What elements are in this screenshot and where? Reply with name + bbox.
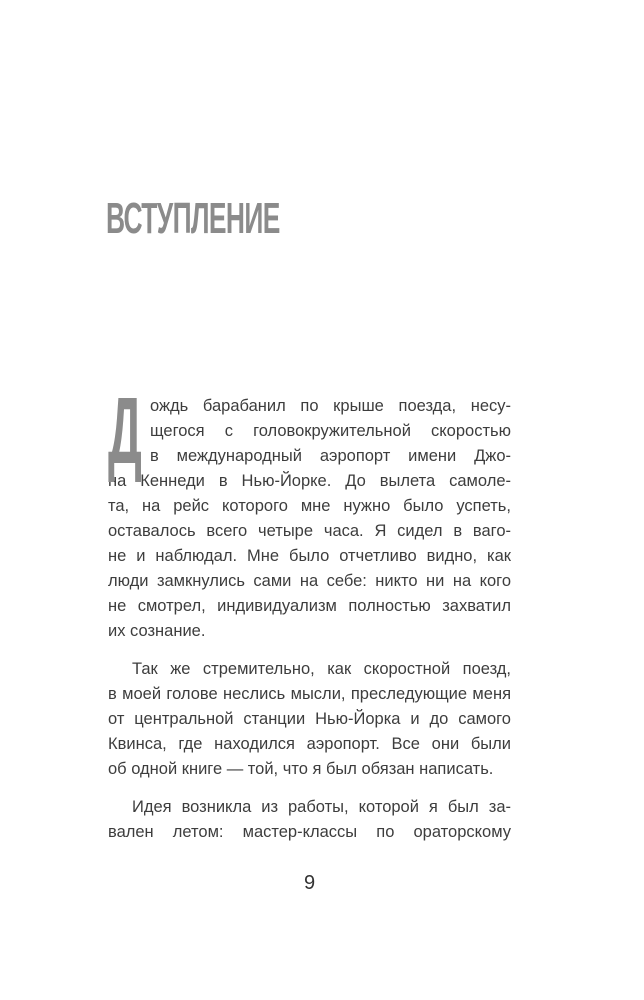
text-line: в моей голове неслись мысли, преследующие меня (108, 685, 511, 703)
text-line: от центральной станции Нью-Йорка и до самого (108, 710, 511, 728)
paragraph (108, 795, 511, 845)
text-line: люди замкнулись сами на себе: никто ни на кого (108, 572, 511, 590)
text-line: та, на рейс которого мне нужно было успеть, (108, 497, 511, 515)
text-line: об одной книге — той, что я был обязан написать. (108, 760, 494, 778)
page-number: 9 (303, 872, 316, 894)
text-line: щегося с головокружительной скоростью (150, 422, 511, 440)
text-line: не смотрел, индивидуализм полностью захватил (108, 597, 511, 615)
drop-cap: Д (108, 378, 142, 484)
body-text (108, 378, 511, 845)
text-line: ождь барабанил по крыше поезда, несу- (150, 397, 511, 415)
text-line: в международный аэропорт имени Джо- (150, 447, 511, 465)
text-line: Квинса, где находился аэропорт. Все они были (108, 735, 511, 753)
paragraph (108, 657, 511, 782)
text-line: Идея возникла из работы, которой я был за- (132, 798, 511, 816)
text-line: на Кеннеди в Нью-Йорке. До вылета самоле- (108, 472, 511, 490)
text-line: их сознание. (108, 622, 206, 640)
paragraph (108, 378, 511, 644)
chapter-heading: ВСТУПЛЕНИЕ (106, 194, 280, 243)
text-line: Так же стремительно, как скоростной поезд, (132, 660, 511, 678)
text-line: оставалось всего четыре часа. Я сидел в ваго- (108, 522, 511, 540)
text-line: вален летом: мастер-классы по ораторскому (108, 823, 511, 841)
text-line: не и наблюдал. Мне было отчетливо видно, как (108, 547, 511, 565)
